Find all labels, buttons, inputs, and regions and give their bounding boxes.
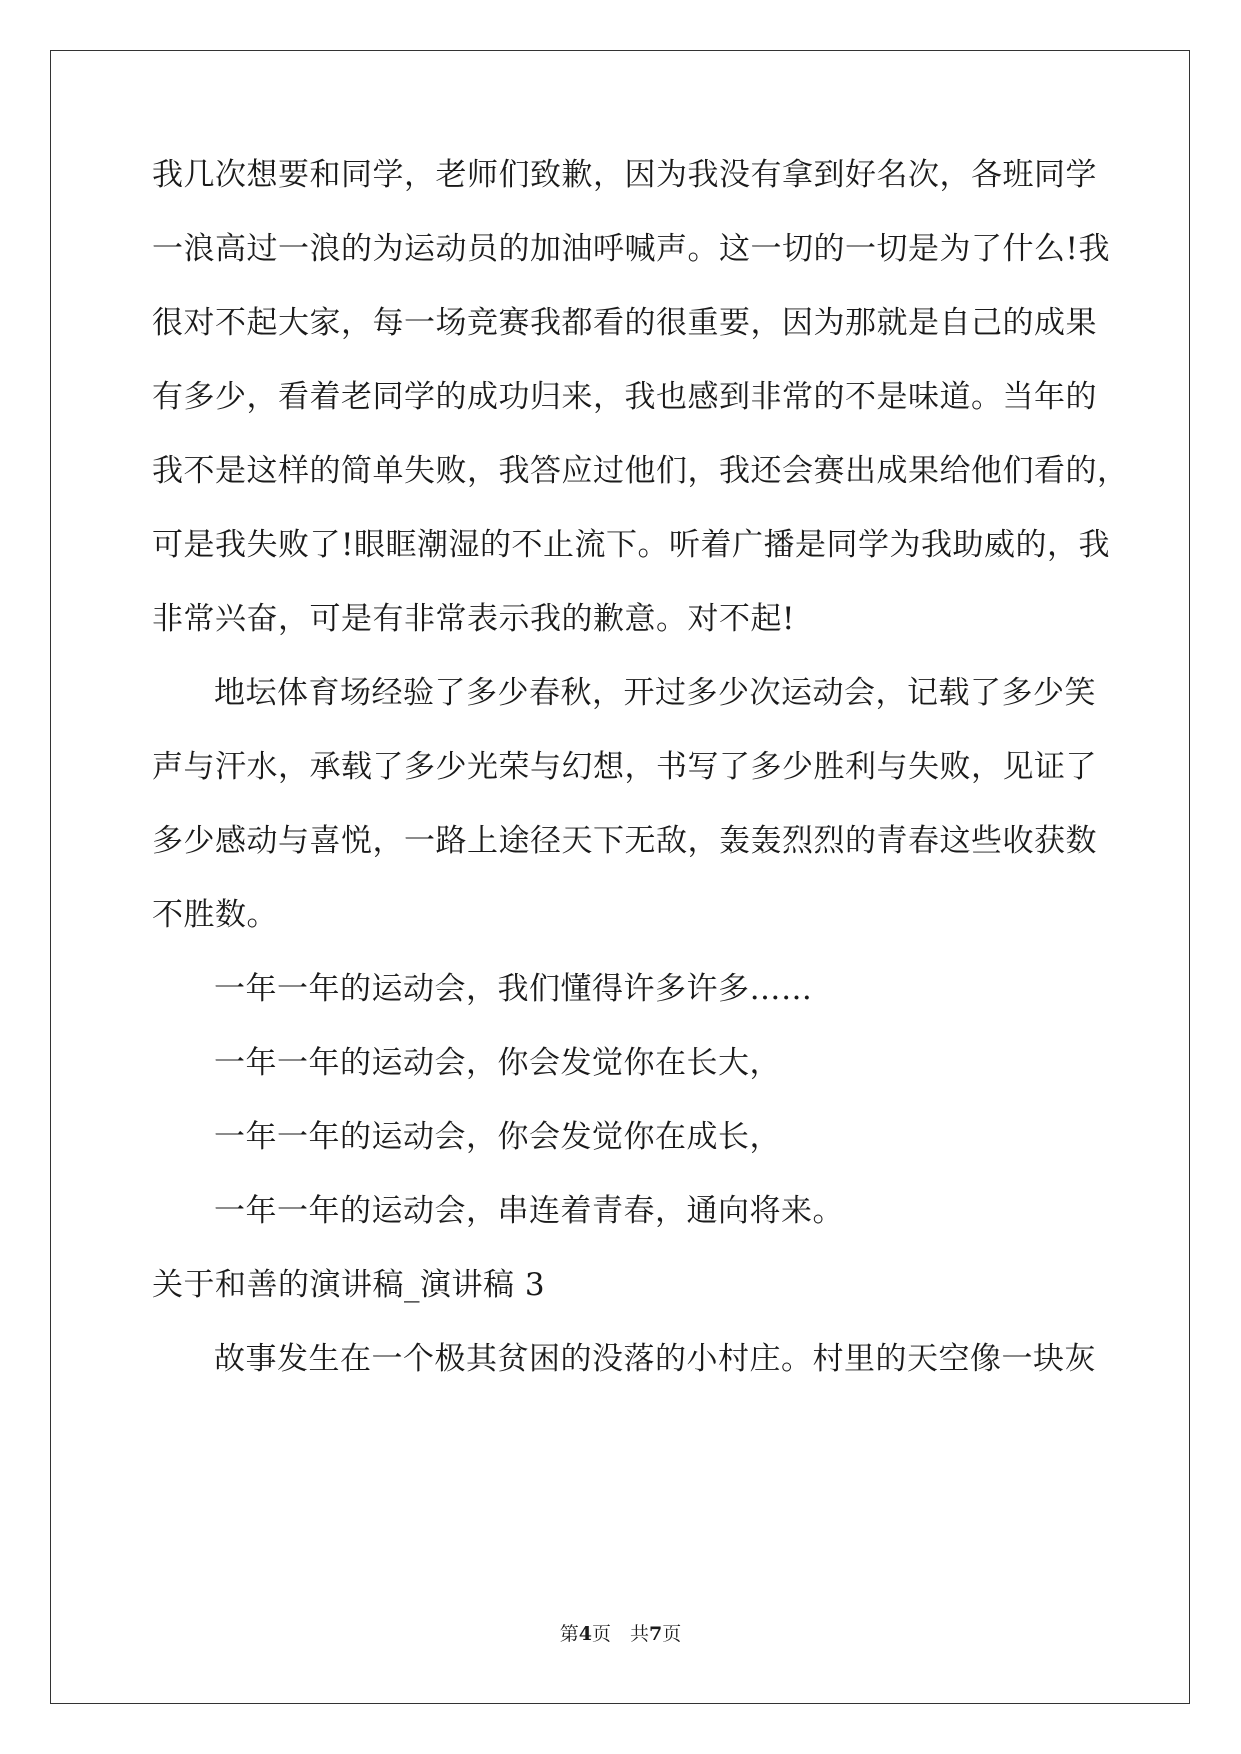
- body-line: 我不是这样的简单失败，我答应过他们，我还会赛出成果给他们看的，: [152, 453, 1129, 489]
- body-line: 不胜数。: [152, 897, 278, 933]
- paragraph-first-line: 故事发生在一个极其贫困的没落的小村庄。村里的天空像一块灰: [214, 1341, 1096, 1377]
- paragraph-first-line: 一年一年的运动会，串连着青春，通向将来。: [214, 1193, 844, 1229]
- section-heading: 关于和善的演讲稿_演讲稿 3: [152, 1267, 546, 1303]
- total-page-count: 7: [649, 1623, 663, 1645]
- page-border: [50, 50, 1190, 1704]
- body-line: 多少感动与喜悦，一路上途径天下无敌，轰轰烈烈的青春这些收获数: [152, 823, 1097, 859]
- paragraph-first-line: 一年一年的运动会，你会发觉你在成长，: [214, 1119, 781, 1155]
- body-line: 非常兴奋，可是有非常表示我的歉意。对不起!: [152, 601, 795, 637]
- body-line: 很对不起大家，每一场竞赛我都看的很重要，因为那就是自己的成果: [152, 305, 1097, 341]
- footer-prefix: 第: [559, 1623, 579, 1645]
- body-line: 我几次想要和同学，老师们致歉，因为我没有拿到好名次，各班同学: [152, 157, 1097, 193]
- paragraph-first-line: 一年一年的运动会，我们懂得许多许多……: [214, 971, 813, 1007]
- body-line: 一浪高过一浪的为运动员的加油呼喊声。这一切的一切是为了什么!我: [152, 231, 1110, 267]
- paragraph-first-line: 一年一年的运动会，你会发觉你在长大，: [214, 1045, 781, 1081]
- paragraph-first-line: 地坛体育场经验了多少春秋，开过多少次运动会，记载了多少笑: [214, 675, 1096, 711]
- body-line: 有多少，看着老同学的成功归来，我也感到非常的不是味道。当年的: [152, 379, 1097, 415]
- body-line: 可是我失败了!眼眶潮湿的不止流下。听着广播是同学为我助威的，我: [152, 527, 1110, 563]
- footer-suffix: 页: [662, 1623, 682, 1645]
- current-page-number: 4: [578, 1623, 592, 1645]
- footer-middle: 页 共: [591, 1623, 649, 1645]
- page-footer: [0, 1622, 1241, 1646]
- body-line: 声与汗水，承载了多少光荣与幻想，书写了多少胜利与失败，见证了: [152, 749, 1097, 785]
